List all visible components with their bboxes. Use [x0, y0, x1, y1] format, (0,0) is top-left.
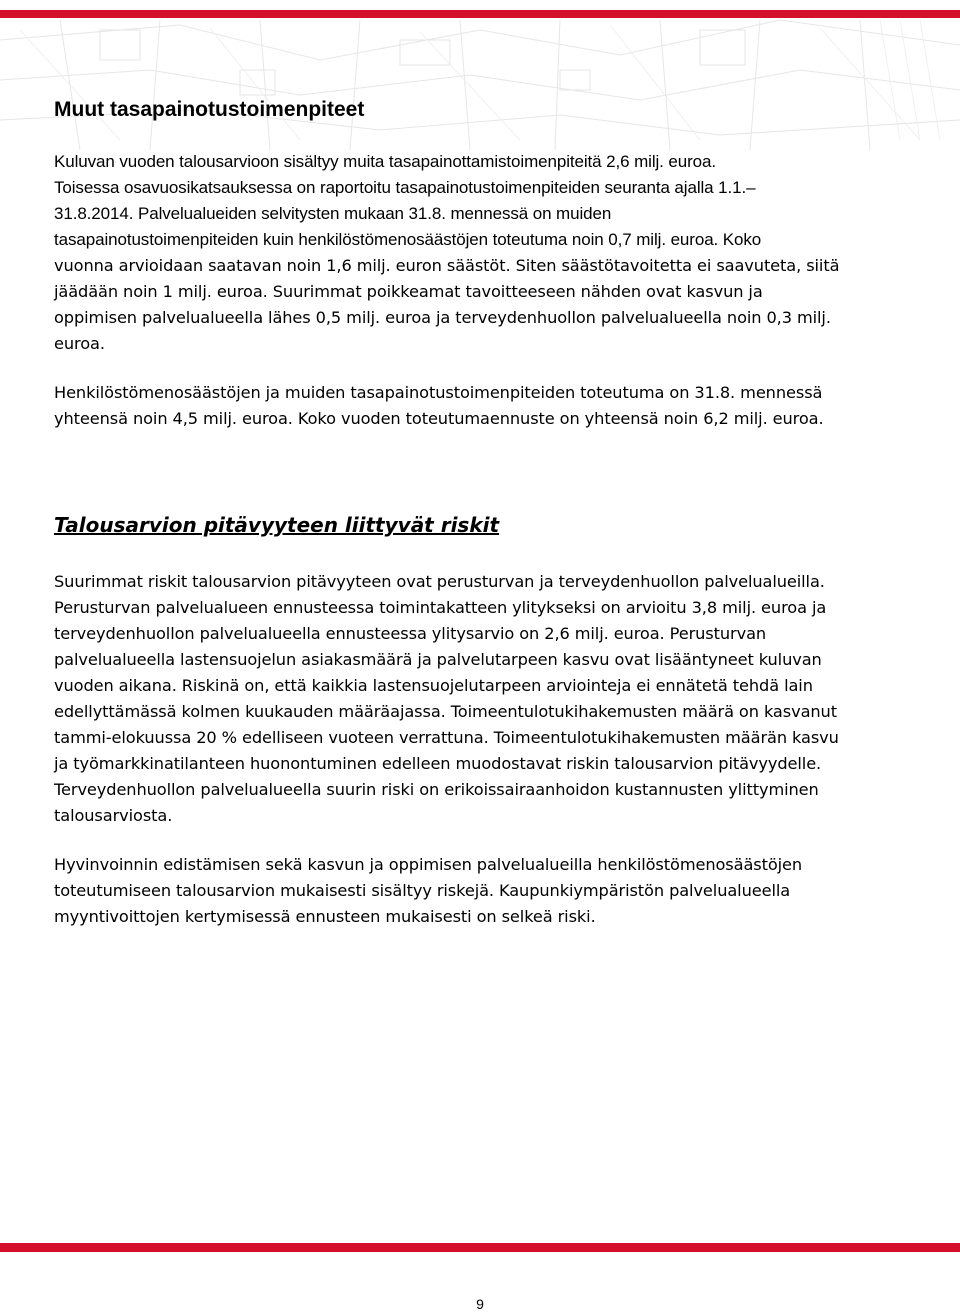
text-line: talousarviosta.: [54, 806, 173, 825]
bottom-accent-bar: [0, 1243, 960, 1252]
text-line: vuoden aikana. Riskinä on, että kaikkia lastensuojelutarpeen arviointeja ei ennätetä tehdä lain: [54, 676, 813, 695]
text-line: edellyttämässä kolmen kuukauden määräajassa. Toimeentulotukihakemusten määrä on kasvanut: [54, 702, 837, 721]
paragraph-total-realization: [54, 380, 906, 432]
text-line: Toisessa osavuosikatsauksessa on raportoitu tasapainotustoimenpiteiden seuranta ajalla 1.1.–: [54, 178, 756, 197]
text-line: ja työmarkkinatilanteen huonontuminen edelleen muodostavat riskin talousarvion pitävyydelle.: [54, 754, 822, 773]
text-line: myyntivoittojen kertymisessä ennusteen mukaisesti on selkeä riski.: [54, 907, 596, 926]
text-line: Henkilöstömenosäästöjen ja muiden tasapainotustoimenpiteiden toteutuma on 31.8. mennessä: [54, 383, 823, 402]
page-number: 9: [476, 1296, 484, 1312]
text-line: Hyvinvoinnin edistämisen sekä kasvun ja oppimisen palvelualueilla henkilöstömenosäästöjen: [54, 855, 803, 874]
text-line: Suurimmat riskit talousarvion pitävyyteen ovat perusturvan ja terveydenhuollon palvelualueilla.: [54, 572, 825, 591]
text-line: Perusturvan palvelualueen ennusteessa toimintakatteen ylitykseksi on arvioitu 3,8 milj. euroa ja: [54, 598, 827, 617]
text-line: yhteensä noin 4,5 milj. euroa. Koko vuoden toteutumaennuste on yhteensä noin 6,2 milj. euroa.: [54, 409, 824, 428]
text-line: Terveydenhuollon palvelualueella suurin riski on erikoissairaanhoidon kustannusten ylittyminen: [54, 780, 819, 799]
document-body: [54, 96, 906, 930]
text-line: vuonna arvioidaan saatavan noin 1,6 milj. euron säästöt. Siten säästötavoitetta ei saavuteta, siitä: [54, 256, 840, 275]
text-line: oppimisen palvelualueella lähes 0,5 milj. euroa ja terveydenhuollon palvelualueella noin 0,3 milj.: [54, 308, 831, 327]
section-heading-balancing-measures: Muut tasapainotustoimenpiteet: [54, 98, 365, 121]
text-line: Kuluvan vuoden talousarvioon sisältyy muita tasapainottamistoimenpiteitä 2,6 milj. euroa.: [54, 152, 717, 171]
top-accent-bar: [0, 10, 960, 18]
text-line: palvelualueella lastensuojelun asiakasmäärä ja palvelutarpeen kasvu ovat lisääntyneet kuluvan: [54, 650, 822, 669]
section-heading-budget-risks: Talousarvion pitävyyteen liittyvät riskit: [54, 513, 500, 537]
paragraph-main-risks: [54, 569, 906, 829]
text-line: tammi-elokuussa 20 % edelliseen vuoteen verrattuna. Toimeentulotukihakemusten määrän kasvu: [54, 728, 839, 747]
text-line: terveydenhuollon palvelualueella ennusteessa ylitysarvio on 2,6 milj. euroa. Perusturvan: [54, 624, 767, 643]
text-line: toteutumiseen talousarvion mukaisesti sisältyy riskejä. Kaupunkiympäristön palvelualueella: [54, 881, 791, 900]
paragraph-other-risks: [54, 852, 906, 930]
text-line: 31.8.2014. Palvelualueiden selvitysten mukaan 31.8. mennessä on muiden: [54, 204, 612, 223]
paragraph-balancing-measures: [54, 149, 906, 357]
text-line: tasapainotustoimenpiteiden kuin henkilöstömenosäästöjen toteutuma noin 0,7 milj. euroa. Koko: [54, 230, 762, 249]
text-line: jäädään noin 1 milj. euroa. Suurimmat poikkeamat tavoitteeseen nähden ovat kasvun ja: [54, 282, 763, 301]
text-line: euroa.: [54, 334, 105, 353]
